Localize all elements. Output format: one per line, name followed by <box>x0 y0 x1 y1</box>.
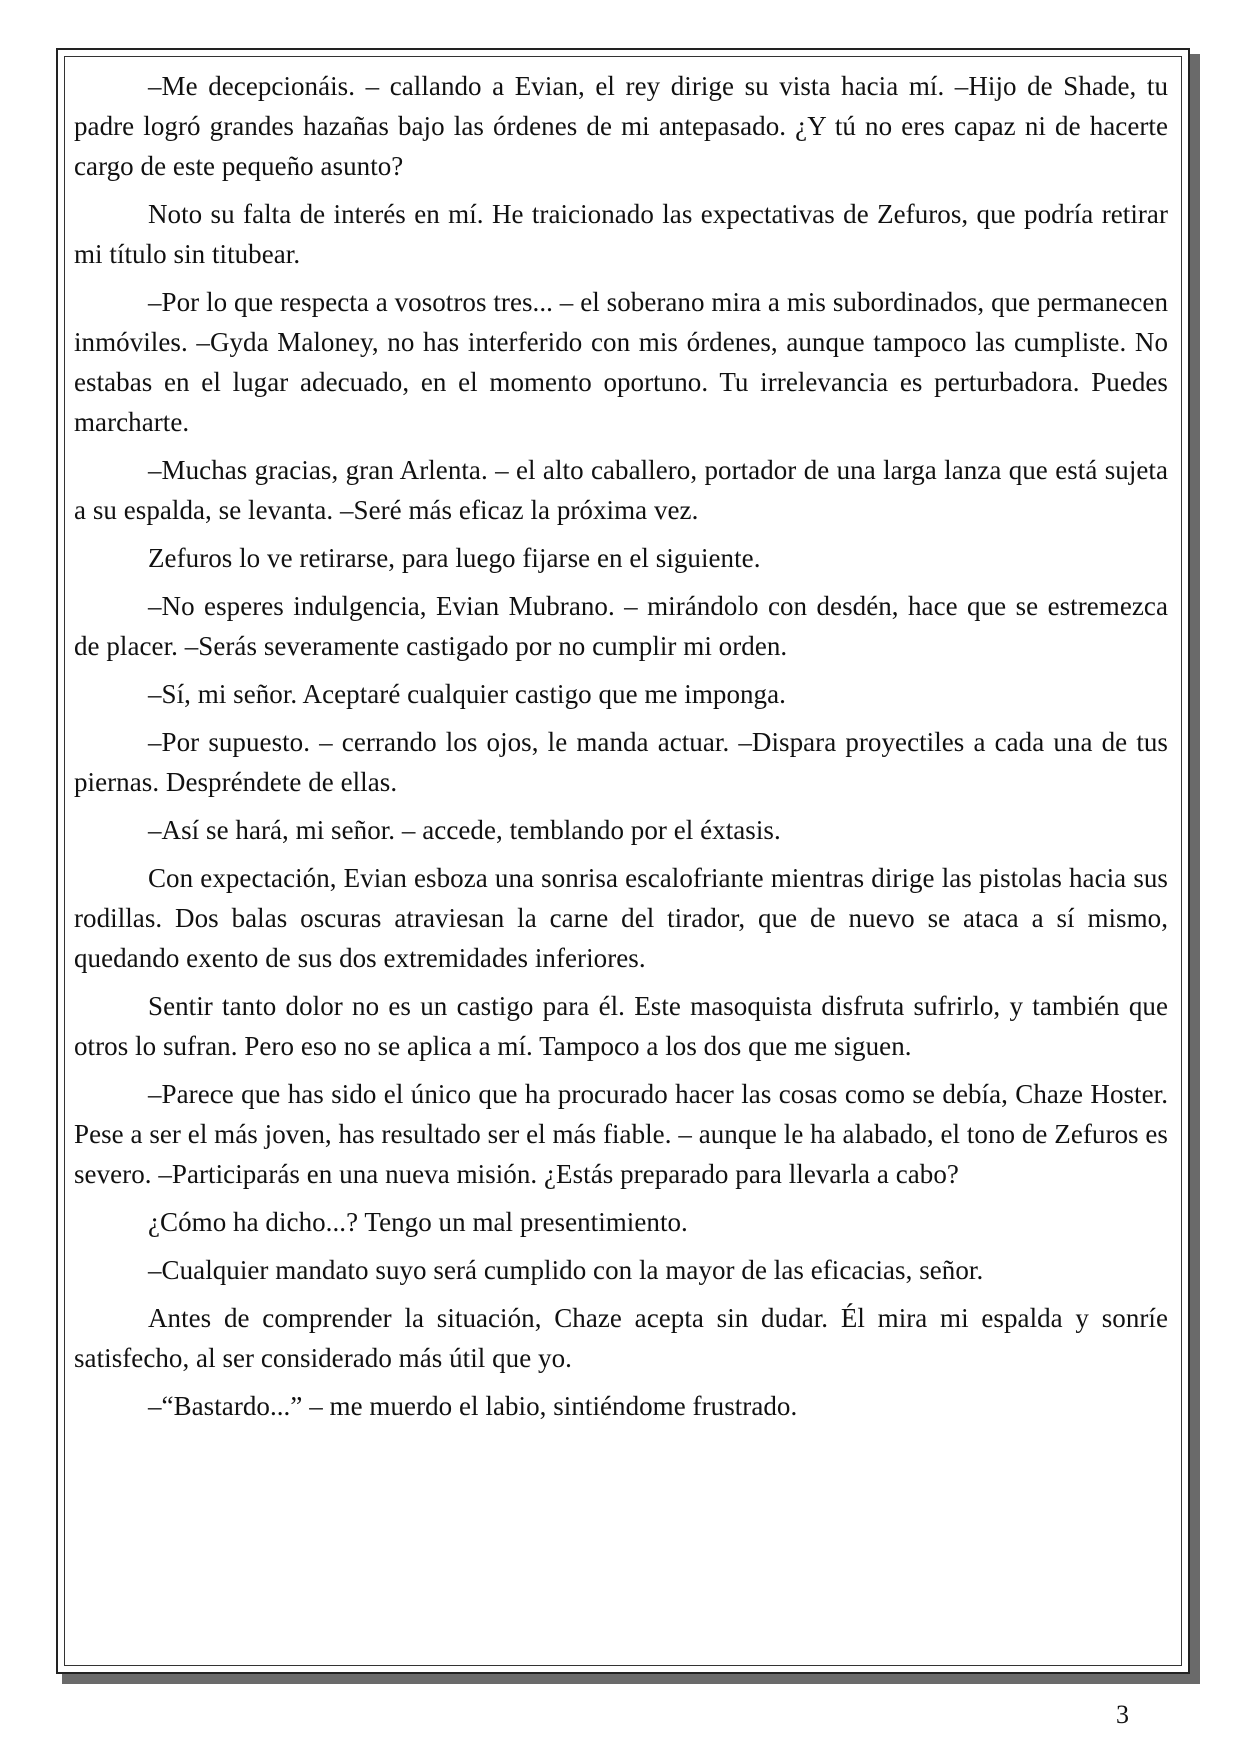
paragraph: –Cualquier mandato suyo será cumplido con la mayor de las eficacias, señor. <box>148 1255 984 1285</box>
paragraph: –No esperes indulgencia, Evian Mubrano. – mirándolo con desdén, hace que se estremezca de placer. –Serás severamente castigado por no cumplir mi orden. <box>74 591 1168 661</box>
paragraph: –“Bastardo...” – me muerdo el labio, sintiéndome frustrado. <box>148 1391 798 1421</box>
paragraph: Sentir tanto dolor no es un castigo para él. Este masoquista disfruta sufrirlo, y también que otros lo sufran. Pero eso no se aplica a mí. Tampoco a los dos que me siguen. <box>74 991 1168 1061</box>
paragraph: Con expectación, Evian esboza una sonrisa escalofriante mientras dirige las pistolas hacia sus rodillas. Dos balas oscuras atraviesan la carne del tirador, que de nuevo se ataca a sí mismo, quedando exento de sus dos extremidades inferiores. <box>74 863 1168 973</box>
paragraph: –Parece que has sido el único que ha procurado hacer las cosas como se debía, Chaze Hoster. Pese a ser el más joven, has resultado ser el más fiable. – aunque le ha alabado, el tono de Zefuros es severo. –Participarás en una nueva misión. ¿Estás preparado para llevarla a cabo? <box>74 1079 1168 1189</box>
paragraph: –Así se hará, mi señor. – accede, temblando por el éxtasis. <box>148 815 781 845</box>
paragraph: ¿Cómo ha dicho...? Tengo un mal presentimiento. <box>148 1207 688 1237</box>
paragraph: –Me decepcionáis. – callando a Evian, el rey dirige su vista hacia mí. –Hijo de Shade, tu padre logró grandes hazañas bajo las órdenes de mi antepasado. ¿Y tú no eres capaz ni de hacerte cargo de este pequeño asunto? <box>74 71 1168 181</box>
paragraph: Antes de comprender la situación, Chaze acepta sin dudar. Él mira mi espalda y sonríe satisfecho, al ser considerado más útil que yo. <box>74 1303 1168 1373</box>
paragraph: Zefuros lo ve retirarse, para luego fijarse en el siguiente. <box>148 543 761 573</box>
paragraph: –Por lo que respecta a vosotros tres... – el soberano mira a mis subordinados, que permanecen inmóviles. –Gyda Maloney, no has interferido con mis órdenes, aunque tampoco las cumpliste. No estabas en el lugar adecuado, en el momento oportuno. Tu irrelevancia es perturbadora. Puedes marcharte. <box>74 287 1168 437</box>
body-text <box>74 66 1168 1434</box>
paragraph: –Muchas gracias, gran Arlenta. – el alto caballero, portador de una larga lanza que está sujeta a su espalda, se levanta. –Seré más eficaz la próxima vez. <box>74 455 1168 525</box>
paragraph: –Por supuesto. – cerrando los ojos, le manda actuar. –Dispara proyectiles a cada una de tus piernas. Despréndete de ellas. <box>74 727 1168 797</box>
paragraph: –Sí, mi señor. Aceptaré cualquier castigo que me imponga. <box>148 679 786 709</box>
paragraph: Noto su falta de interés en mí. He traicionado las expectativas de Zefuros, que podría retirar mi título sin titubear. <box>74 199 1168 269</box>
page-number: 3 <box>1116 1700 1129 1729</box>
